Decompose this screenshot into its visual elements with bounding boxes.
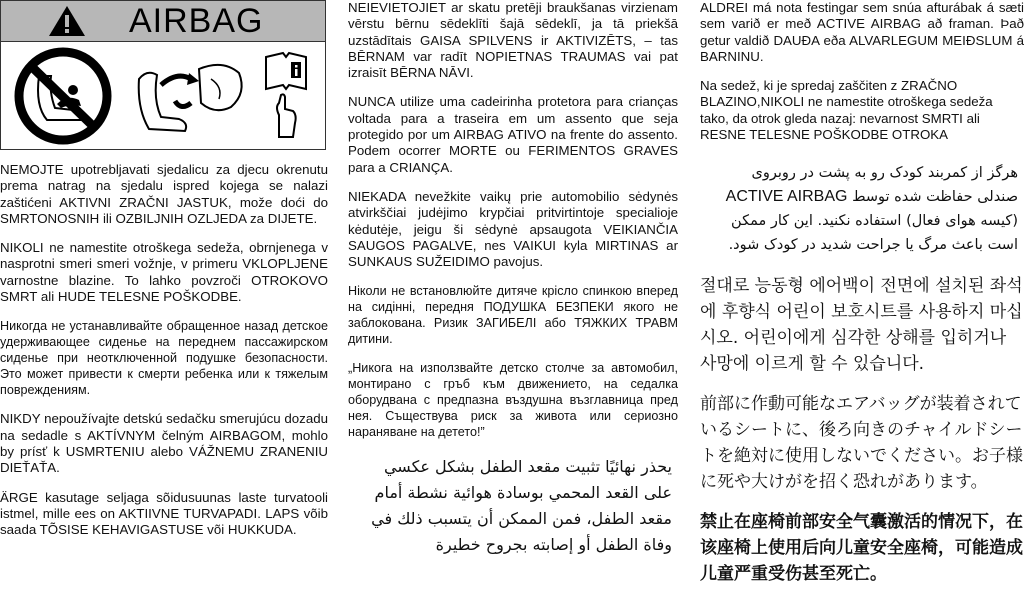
warning-text-portuguese: NUNCA utilize uma cadeirinha protetora para crianças voltada para a traseira em um assento que seja protegido por um AIRBAG ATIVO na frente do assento. Podem ocorrer MORTE ou FERIMENTOS GRAVES para a CRIANÇA. bbox=[348, 94, 678, 175]
warning-text-ukrainian: Ніколи не встановлюйте дитяче крісло спинкою вперед на сидінні, передня ПОДУШКА БЕЗПЕКИ якого не заблокована. Ризик ЗАГИБЕЛІ або ТЯЖКИХ ТРАВМ дитини. bbox=[348, 284, 678, 347]
warning-text-icelandic: ALDREI má nota festingar sem snúa afturábak á sæti sem varið er með ACTIVE AIRBAG að framan. Það getur valdið DAUÐA eða ALVARLEGUM MEIÐSLUM á BARNINU. bbox=[700, 0, 1024, 64]
warning-text-korean: 절대로 능동형 에어백이 전면에 설치된 좌석에 후향식 어린이 보호시트를 사용하지 마십시오. 어린이에게 심각한 상해를 입히거나 사망에 이르게 할 수 있습니다. bbox=[700, 276, 1023, 375]
warning-triangle-icon bbox=[47, 4, 87, 38]
warning-text-russian: Никогда не устанавливайте обращенное назад детское удерживающее сиденье на переднем пассажирском сиденье при неотключенной подушке безопасности. Это может привести к смерти ребенка или к тяжелым повреждениям. bbox=[0, 319, 328, 398]
warning-text-japanese: 前部に作動可能なエアバッグが装着されているシートに、後ろ向きのチャイルドシートを絶対に使用しないでください。お子様に死や大けがを招く恐れがあります。 bbox=[700, 394, 1023, 493]
airbag-deploy-icon bbox=[131, 49, 251, 141]
warning-text-chinese: 禁止在座椅前部安全气囊激活的情况下，在该座椅上使用后向儿童安全座椅，可能造成儿童严重受伤甚至死亡。 bbox=[700, 512, 1023, 585]
warning-text-croatian: NEMOJTE upotrebljavati sjedalicu za djecu okrenutu prema natrag na sjedalu ispred kojega se nalazi zaštićeni AKTIVNI ZRAČNI JASTUK, može doći do SMRTONOSNIH ili OZBILJNIH OZLJEDA za DIJETE. bbox=[0, 162, 328, 226]
persian-active-airbag-term: ACTIVE AIRBAG bbox=[725, 188, 848, 206]
persian-line-2: صندلی حفاظت شده توسط bbox=[852, 189, 1018, 206]
warning-text-arabic: يحذر نهائيًا تثبيت مقعد الطفل بشكل عكسي على القعد المحمي بوسادة هوائية نشطة أمام مقعد الطفل، فمن الممكن أن يتسبب ذلك في وفاة الطفل أو إصابته بجروح خطيرة bbox=[371, 457, 672, 555]
persian-line-1: هرگز از کمربند کودک رو به پشت در روبروی bbox=[751, 165, 1018, 182]
warning-text-persian bbox=[704, 161, 1018, 257]
banner-top-bar bbox=[1, 1, 325, 42]
warning-text-slovenian: NIKOLI ne namestite otroškega sedeža, obrnjenega v nasprotni smeri smeri vožnje, v primeru VKLOPLJENE varnostne blazine. To lahko povzroči OTROKOVO SMRT ali HUDE TELESNE POŠKODBE. bbox=[0, 240, 328, 305]
airbag-warning-banner bbox=[0, 0, 326, 150]
persian-line-3: (کیسه هوای فعال) استفاده نکنید. این کار ممکن است باعث مرگ یا جراحت شدید در کودک شود. bbox=[728, 213, 1018, 254]
banner-title: AIRBAG bbox=[129, 2, 264, 40]
warning-text-estonian: ÄRGE kasutage seljaga sõidusuunas laste turvatooli istmel, mille ees on AKTIIVNE TURVAPADI. LAPS võib saada TÕSISE KEHAVIGASTUSE või HUKKUDA. bbox=[0, 489, 328, 538]
manual-info-icon bbox=[263, 49, 309, 141]
warning-text-slovenian-alt: Na sedež, ki je spredaj zaščiten z ZRAČNO BLAZINO,NIKOLI ne namestite otroškega sedeža tako, da otrok gleda nazaj: nevarnost SMRTI ali RESNE TELESNE POŠKODBE OTROKA bbox=[700, 78, 993, 143]
column-right bbox=[700, 0, 1024, 601]
warning-text-slovak: NIKDY nepoužívajte detskú sedačku smerujúcu dozadu na sedadle s AKTÍVNYM čelným AIRBAGOM, mohlo by prísť k USMRTENIU alebo VÁŽNEMU ZRANENIU DIEŤAŤA. bbox=[0, 411, 328, 476]
column-middle bbox=[348, 0, 678, 558]
no-rear-facing-seat-icon bbox=[11, 46, 115, 146]
warning-text-lithuanian: NIEKADA nevežkite vaikų prie automobilio sėdynės atvirkščiai judėjimo krypčiai pritvirtintoje specialioje kėdutėje, jeigu ši sėdynė apsaugota VEIKIANČIA SAUGOS PAGALVE, nes VAIKUI kyla MIRTINAS ar SUNKAUS SUŽEIDIMO pavojus. bbox=[348, 188, 678, 270]
column-left bbox=[0, 0, 328, 551]
warning-text-bulgarian: „Никога на използвайте детско столче за автомобил, монтирано с гръб към движението, на седалка оборудвана с предпазна въздушна възглавница пред нея. Съществува риск за живота или сериозно нараняване на детето!” bbox=[348, 361, 678, 440]
warning-text-latvian: NEIEVIETOJIET ar skatu pretēji braukšanas virzienam vērstu bērnu sēdeklīti šajā sēdeklī, ja tā priekšā uzstādītais GAISA SPILVENS ir AKTIVIZĒTS, – tas BĒRNAM var radīt NOPIETNAS TRAUMAS vai pat izraisīt BĒRNA NĀVI. bbox=[348, 0, 678, 81]
